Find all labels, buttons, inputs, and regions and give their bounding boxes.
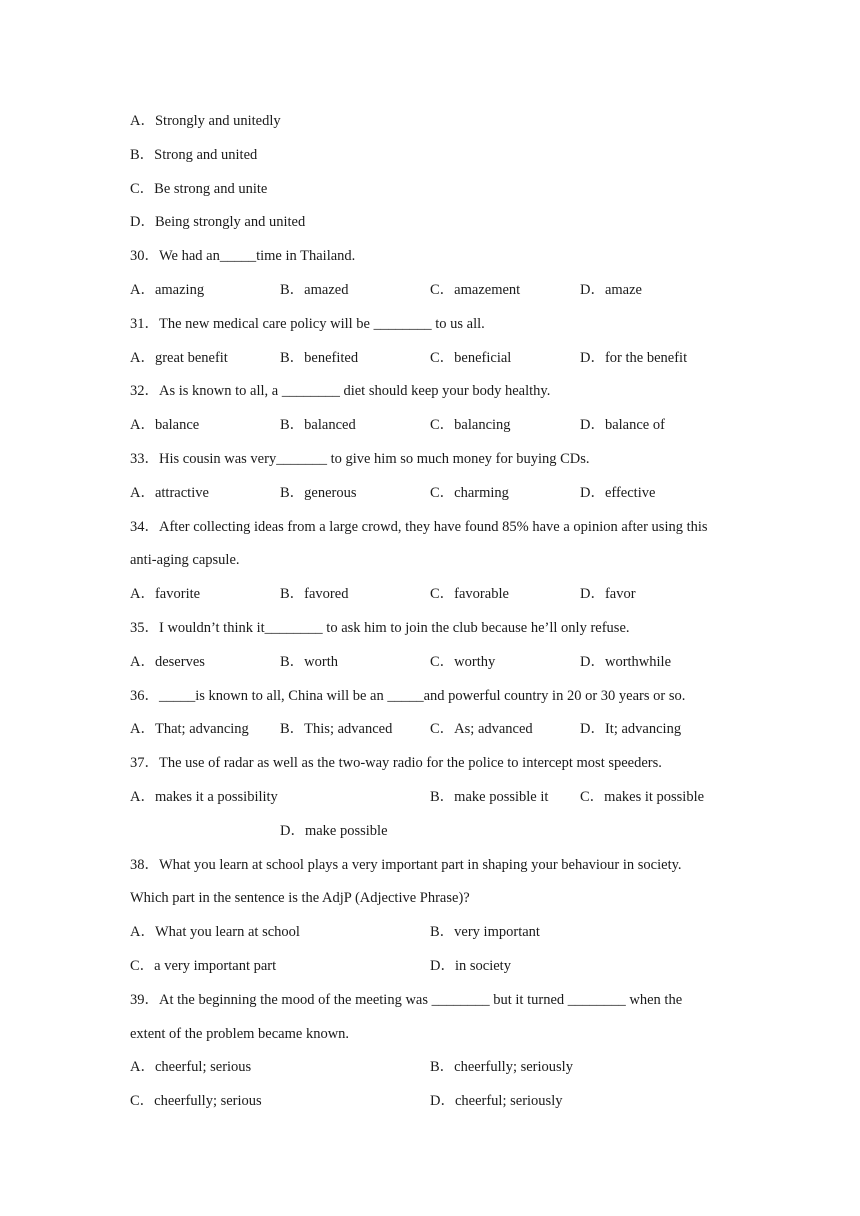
q31-option-c: C．beneficial — [430, 350, 512, 366]
q36-option-d: D．It; advancing — [580, 721, 682, 737]
q32-option-d: D．balance of — [580, 417, 665, 433]
q35-stem: 35．I wouldn’t think it________ to ask him to join the club because he’ll only refuse. — [130, 620, 630, 636]
q38-option-c: C．a very important part — [130, 958, 277, 974]
q31-option-b: B．benefited — [280, 350, 359, 366]
q31-stem: 31．The new medical care policy will be ________ to us all. — [130, 316, 485, 332]
q38-option-b: B．very important — [430, 924, 540, 940]
q34-option-c: C．favorable — [430, 586, 509, 602]
q39-option-b: B．cheerfully; seriously — [430, 1059, 573, 1075]
q29-option-b: B．Strong and united — [130, 147, 258, 163]
q38-option-a: A．What you learn at school — [130, 924, 300, 940]
q36-option-c: C．As; advanced — [430, 721, 533, 737]
q30-option-a: A．amazing — [130, 282, 205, 298]
q36-option-b: B．This; advanced — [280, 721, 393, 737]
q29-option-a: A．Strongly and unitedly — [130, 113, 281, 129]
q32-option-b: B．balanced — [280, 417, 356, 433]
q37-option-b: B．make possible it — [430, 789, 549, 805]
q34-option-b: B．favored — [280, 586, 349, 602]
q32-option-c: C．balancing — [430, 417, 511, 433]
q37-option-c: C．makes it possible — [580, 789, 705, 805]
q39-stem-line2: extent of the problem became known. — [130, 1026, 350, 1042]
q29-option-c: C．Be strong and unite — [130, 181, 268, 197]
q38-stem-line2: Which part in the sentence is the AdjP (Adjective Phrase)? — [130, 890, 470, 906]
q30-option-c: C．amazement — [430, 282, 521, 298]
q35-option-c: C．worthy — [430, 654, 496, 670]
q36-option-a: A．That; advancing — [130, 721, 249, 737]
q31-option-a: A．great benefit — [130, 350, 228, 366]
q30-option-b: B．amazed — [280, 282, 349, 298]
q39-stem-line1: 39．At the beginning the mood of the meeting was ________ but it turned ________ when the — [130, 992, 683, 1008]
q37-option-d: D．make possible — [280, 823, 388, 839]
q35-option-a: A．deserves — [130, 654, 205, 670]
q31-option-d: D．for the benefit — [580, 350, 688, 366]
q36-stem: 36．_____is known to all, China will be an _____and powerful country in 20 or 30 years or so. — [130, 688, 686, 704]
q34-stem-line2: anti-aging capsule. — [130, 552, 240, 568]
q32-stem: 32．As is known to all, a ________ diet should keep your body healthy. — [130, 383, 551, 399]
q34-option-a: A．favorite — [130, 586, 201, 602]
q38-option-d: D．in society — [430, 958, 511, 974]
q39-option-a: A．cheerful; serious — [130, 1059, 252, 1075]
q33-option-b: B．generous — [280, 485, 357, 501]
q33-option-c: C．charming — [430, 485, 509, 501]
q30-option-d: D．amaze — [580, 282, 642, 298]
q39-option-d: D．cheerful; seriously — [430, 1093, 563, 1109]
q34-stem-line1: 34．After collecting ideas from a large crowd, they have found 85% have a opinion after using this — [130, 519, 708, 535]
q33-option-a: A．attractive — [130, 485, 209, 501]
q38-stem-line1: 38．What you learn at school plays a very important part in shaping your behaviour in society. — [130, 857, 682, 873]
q35-option-b: B．worth — [280, 654, 338, 670]
q37-option-a: A．makes it a possibility — [130, 789, 278, 805]
q33-stem: 33．His cousin was very_______ to give him so much money for buying CDs. — [130, 451, 590, 467]
q35-option-d: D．worthwhile — [580, 654, 672, 670]
q33-option-d: D．effective — [580, 485, 656, 501]
q32-option-a: A．balance — [130, 417, 200, 433]
q30-stem: 30．We had an_____time in Thailand. — [130, 248, 356, 264]
q39-option-c: C．cheerfully; serious — [130, 1093, 262, 1109]
q34-option-d: D．favor — [580, 586, 636, 602]
q37-stem: 37．The use of radar as well as the two-way radio for the police to intercept most speeders. — [130, 755, 662, 771]
q29-option-d: D．Being strongly and united — [130, 214, 306, 230]
